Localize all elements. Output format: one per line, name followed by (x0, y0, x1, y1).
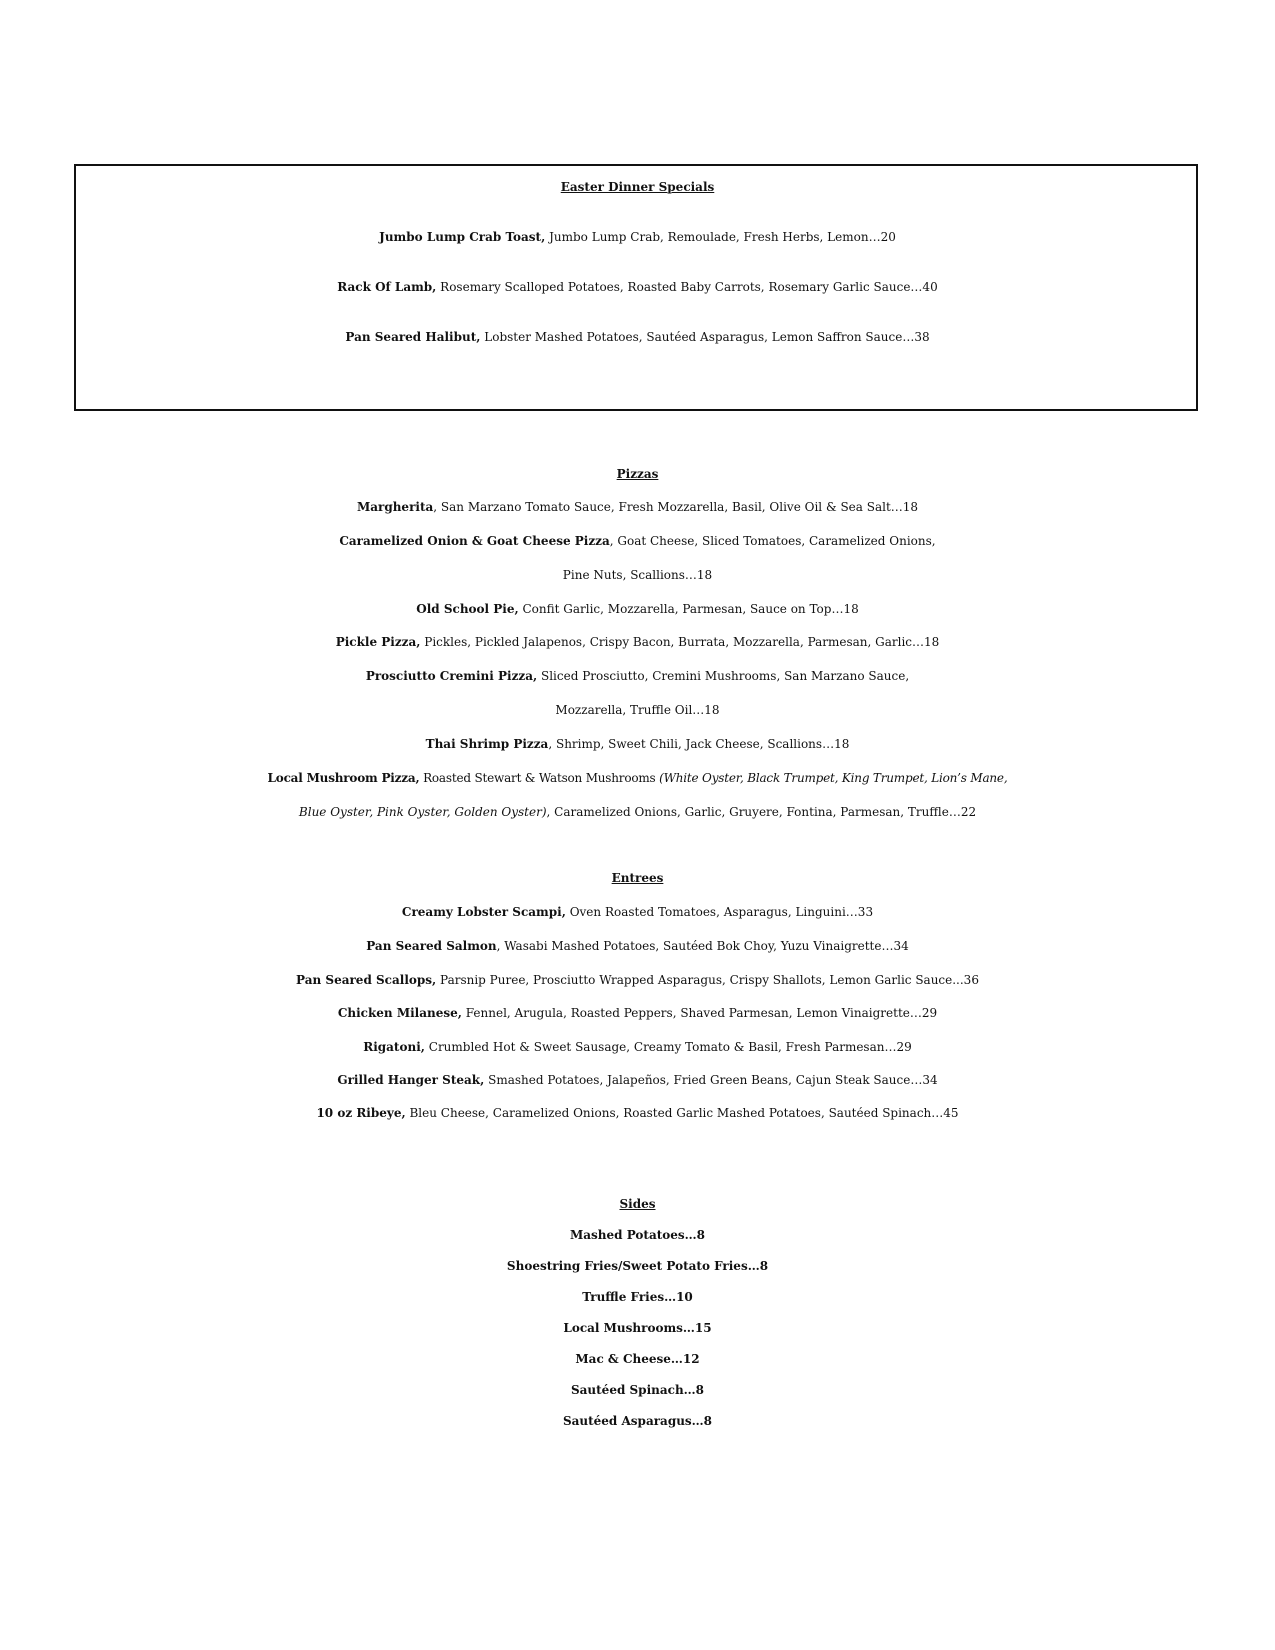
entree-desc: Crumbled Hot & Sweet Sausage, Creamy Tomato & Basil, Fresh Parmesan…29 (424, 1040, 912, 1054)
entree-item-hanger-steak (0, 1068, 1275, 1092)
sides-heading: Sides (619, 1197, 656, 1211)
side-item: Local Mushrooms…15 (563, 1321, 712, 1335)
entree-name: Pan Seared Salmon (366, 939, 497, 953)
pizza-item-prosciutto (0, 664, 1275, 688)
entree-desc: Bleu Cheese, Caramelized Onions, Roasted Garlic Mashed Potatoes, Sautéed Spinach…45 (405, 1106, 959, 1120)
pizza-item-caramelized-onion-cont (0, 563, 1275, 587)
pizza-name: Pickle Pizza, (335, 635, 421, 649)
side-item: Sautéed Spinach…8 (570, 1383, 705, 1397)
pizza-desc: Roasted Stewart & Watson Mushrooms (419, 771, 660, 785)
entree-item-salmon (0, 934, 1275, 958)
pizza-desc: Pine Nuts, Scallions…18 (562, 568, 713, 582)
pizza-name: Old School Pie, (416, 602, 519, 616)
special-item-halibut (0, 325, 1275, 349)
specials-title: Easter Dinner Specials (560, 180, 715, 194)
pizza-desc: , Goat Cheese, Sliced Tomatoes, Caramelized Onions, (609, 534, 936, 548)
entree-name: Chicken Milanese, (337, 1006, 462, 1020)
pizza-item-old-school (0, 597, 1275, 621)
special-item-desc: Jumbo Lump Crab, Remoulade, Fresh Herbs, Lemon…20 (545, 230, 896, 244)
pizza-item-thai-shrimp (0, 732, 1275, 756)
entree-name: Grilled Hanger Steak, (337, 1073, 485, 1087)
side-item: Sautéed Asparagus…8 (562, 1414, 713, 1428)
pizza-name: Caramelized Onion & Goat Cheese Pizza (339, 534, 610, 548)
special-item-desc: Rosemary Scalloped Potatoes, Roasted Baby Carrots, Rosemary Garlic Sauce…40 (436, 280, 938, 294)
pizza-name: Thai Shrimp Pizza (425, 737, 549, 751)
entree-name: Pan Seared Scallops, (296, 973, 437, 987)
entree-desc: Fennel, Arugula, Roasted Peppers, Shaved Parmesan, Lemon Vinaigrette…29 (461, 1006, 938, 1020)
mushroom-varieties: Blue Oyster, Pink Oyster, Golden Oyster) (298, 805, 547, 819)
pizza-name: Prosciutto Cremini Pizza, (365, 669, 538, 683)
pizza-desc: Sliced Prosciutto, Cremini Mushrooms, San Marzano Sauce, (537, 669, 910, 683)
entree-desc: Smashed Potatoes, Jalapeños, Fried Green Beans, Cajun Steak Sauce…34 (484, 1073, 938, 1087)
special-item-name: Jumbo Lump Crab Toast, (379, 230, 546, 244)
side-item: Mashed Potatoes…8 (569, 1228, 706, 1242)
pizza-item-pickle (0, 630, 1275, 654)
pizza-item-margherita (0, 495, 1275, 519)
pizza-item-local-mushroom (0, 766, 1275, 790)
pizza-name: Margherita (356, 500, 434, 514)
entree-item-ribeye (0, 1101, 1275, 1125)
special-item-desc: Lobster Mashed Potatoes, Sautéed Asparagus, Lemon Saffron Sauce…38 (480, 330, 930, 344)
side-item: Shoestring Fries/Sweet Potato Fries…8 (506, 1259, 769, 1273)
entree-item-lobster-scampi (0, 900, 1275, 924)
pizza-desc: Pickles, Pickled Jalapenos, Crispy Bacon, Burrata, Mozzarella, Parmesan, Garlic…18 (420, 635, 940, 649)
entrees-heading: Entrees (611, 871, 664, 885)
entree-item-scallops (0, 968, 1275, 992)
side-item: Mac & Cheese…12 (575, 1352, 700, 1366)
entree-name: Creamy Lobster Scampi, (401, 905, 566, 919)
pizza-desc: Mozzarella, Truffle Oil…18 (555, 703, 720, 717)
pizza-desc: Confit Garlic, Mozzarella, Parmesan, Sauce on Top…18 (518, 602, 859, 616)
entree-desc: Oven Roasted Tomatoes, Asparagus, Linguini…33 (565, 905, 874, 919)
entree-name: Rigatoni, (363, 1040, 425, 1054)
entree-item-rigatoni (0, 1035, 1275, 1059)
entree-desc: Parsnip Puree, Prosciutto Wrapped Asparagus, Crispy Shallots, Lemon Garlic Sauce...36 (436, 973, 979, 987)
pizza-item-local-mushroom-cont (0, 800, 1275, 824)
pizza-desc: , San Marzano Tomato Sauce, Fresh Mozzarella, Basil, Olive Oil & Sea Salt…18 (433, 500, 919, 514)
pizzas-heading: Pizzas (616, 467, 659, 481)
entree-desc: , Wasabi Mashed Potatoes, Sautéed Bok Choy, Yuzu Vinaigrette…34 (496, 939, 909, 953)
special-item-name: Pan Seared Halibut, (345, 330, 481, 344)
pizza-item-prosciutto-cont (0, 698, 1275, 722)
entree-name: 10 oz Ribeye, (316, 1106, 406, 1120)
mushroom-varieties: (White Oyster, Black Trumpet, King Trumpet, Lion’s Mane, (659, 771, 1008, 785)
special-item-name: Rack Of Lamb, (337, 280, 437, 294)
pizza-desc: , Shrimp, Sweet Chili, Jack Cheese, Scallions…18 (548, 737, 850, 751)
special-item-crab-toast (0, 225, 1275, 249)
entree-item-chicken-milanese (0, 1001, 1275, 1025)
pizza-name: Local Mushroom Pizza, (267, 771, 420, 785)
side-item: Truffle Fries…10 (582, 1290, 693, 1304)
pizza-item-caramelized-onion (0, 529, 1275, 553)
pizza-desc: , Caramelized Onions, Garlic, Gruyere, Fontina, Parmesan, Truffle…22 (546, 805, 977, 819)
special-item-rack-of-lamb (0, 275, 1275, 299)
